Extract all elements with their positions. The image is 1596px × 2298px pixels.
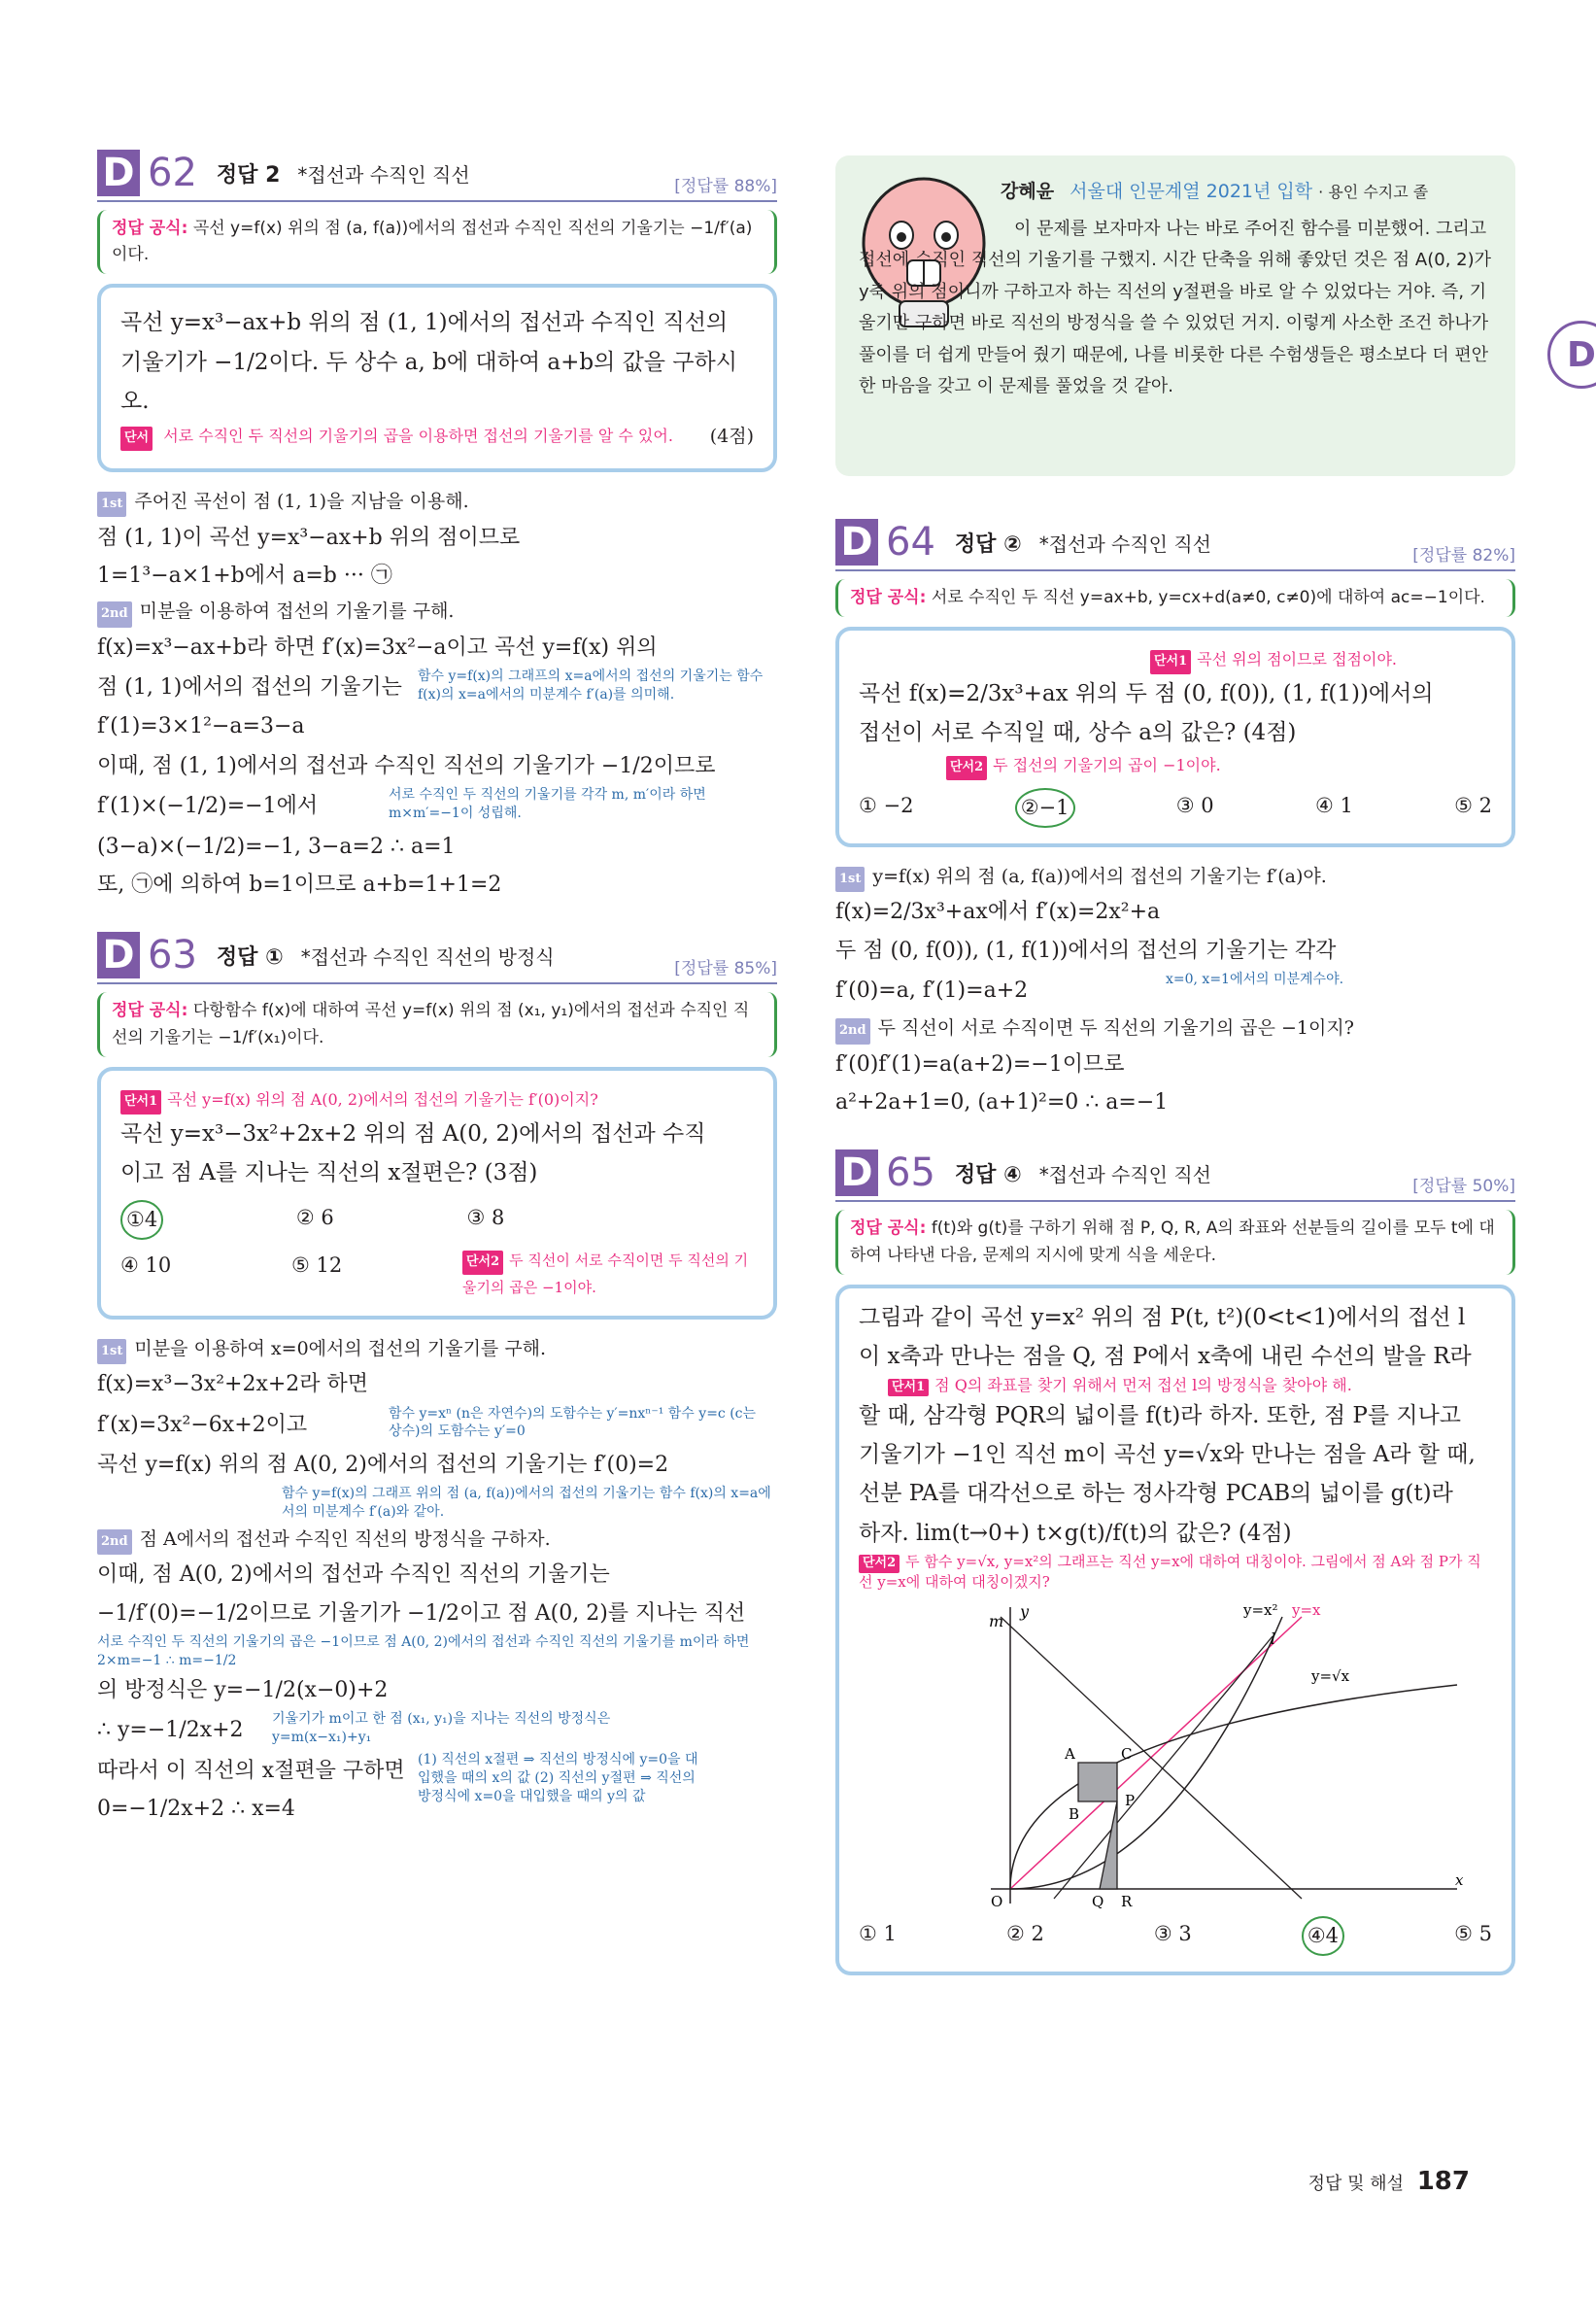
q64-s2: 두 점 (0, f(0)), (1, f(1))에서의 접선의 기울기는 각각 bbox=[835, 938, 1337, 963]
q62-hint-badge: 단서 bbox=[120, 427, 153, 451]
q65-problem-line3: 할 때, 삼각형 PQR의 넓이를 f(t)라 하자. 또한, 점 P를 지나고 bbox=[859, 1402, 1462, 1428]
label-q: Q bbox=[1092, 1893, 1104, 1909]
q63-s2: f′(x)=3x²−6x+2이고 bbox=[97, 1412, 308, 1437]
q62-step2-title: 미분을 이용하여 접선의 기울기를 구해. bbox=[139, 600, 455, 623]
q63-s6: 의 방정식은 y=−1/2(x−0)+2 bbox=[97, 1677, 389, 1702]
q64-s5: a²+2a+1=0, (a+1)²=0 ∴ a=−1 bbox=[835, 1090, 1169, 1115]
q62-step1-title: 주어진 곡선이 점 (1, 1)을 지남을 이용해. bbox=[134, 491, 469, 513]
q64-rate: [정답률 82%] bbox=[1412, 546, 1515, 566]
q62-note1: 함수 y=f(x)의 그래프의 x=a에서의 접선의 기울기는 함수 f(x)의 x=a에서의 미분계수 f′(a)를 의미해. bbox=[418, 669, 764, 703]
q63-note5: (1) 직선의 x절편 ⇒ 직선의 방정식에 y=0을 대입했을 때의 x의 값 (2) 직선의 y절편 ⇒ 직선의 방정식에 x=0을 대입했을 때의 y의 값 bbox=[418, 1751, 698, 1804]
q64-choice-2[interactable]: ②−1 bbox=[1015, 788, 1075, 828]
q63-hint2-badge: 단서2 bbox=[462, 1251, 503, 1275]
q62-s2: 1=1³−a×1+b에서 a=b ··· ㉠ bbox=[97, 564, 392, 589]
q64-answer: 정답 ② bbox=[954, 532, 1022, 557]
q62-formula-label: 정답 공식: bbox=[112, 219, 188, 238]
q62-problem-line2: 기울기가 −1/2이다. 두 상수 a, b에 대하여 a+b의 값을 구하시오. bbox=[120, 349, 737, 414]
q64-hint1-badge: 단서1 bbox=[1150, 650, 1191, 674]
q63-s8: 따라서 이 직선의 x절편을 구하면 bbox=[97, 1758, 405, 1783]
q62-s6: 이때, 점 (1, 1)에서의 접선과 수직인 직선의 기울기가 −1/2이므로 bbox=[97, 753, 716, 778]
q63-choice-5[interactable]: ⑤ 12 bbox=[291, 1252, 343, 1277]
label-y-x2: y=x² bbox=[1243, 1601, 1278, 1620]
q65-formula bbox=[835, 1210, 1515, 1274]
q64-choices bbox=[859, 788, 1492, 828]
q63-s3: 곡선 y=f(x) 위의 점 A(0, 2)에서의 접선의 기울기는 f′(0)=2 bbox=[97, 1452, 669, 1477]
q63-header bbox=[97, 928, 777, 984]
q63-s1: f(x)=x³−3x²+2x+2라 하면 bbox=[97, 1372, 369, 1397]
q65-formula-label: 정답 공식: bbox=[850, 1218, 927, 1239]
q63-note1: 함수 y=xⁿ (n은 자연수)의 도함수는 y′=nxⁿ⁻¹ 함수 y=c (c는 상수)의 도함수는 y′=0 bbox=[389, 1405, 757, 1440]
q62-s5: f′(1)=3×1²−a=3−a bbox=[97, 713, 305, 738]
q63-problem-line1: 곡선 y=x³−3x²+2x+2 위의 점 A(0, 2)에서의 접선과 수직 bbox=[120, 1120, 706, 1147]
q63-hint2-text: 두 직선이 서로 수직이면 두 직선의 기울기의 곱은 −1이야. bbox=[462, 1251, 749, 1296]
q65-hint2-badge: 단서2 bbox=[859, 1555, 900, 1573]
q62-header bbox=[97, 146, 777, 202]
q65-problem-line4: 기울기가 −1인 직선 m이 곡선 y=√x와 만나는 점을 A라 할 때, bbox=[859, 1442, 1476, 1468]
q65-choice-2[interactable]: ② 2 bbox=[1005, 1922, 1044, 1946]
q63-s7: ∴ y=−1/2x+2 bbox=[97, 1718, 244, 1743]
label-y-x: y=x bbox=[1292, 1601, 1321, 1620]
q62-s7: f′(1)×(−1/2)=−1에서 bbox=[97, 794, 319, 819]
q63-hint1-text: 곡선 y=f(x) 위의 점 A(0, 2)에서의 접선의 기울기는 f′(0)이지? bbox=[167, 1089, 598, 1109]
q64-s4: f′(0)f′(1)=a(a+2)=−1이므로 bbox=[835, 1051, 1125, 1077]
q65-formula-text: f(t)와 g(t)를 구하기 위해 점 P, Q, R, A의 좌표와 선분들의 길이를 모두 t에 대하여 나타낸 다음, 문제의 지시에 맞게 식을 세운다. bbox=[850, 1218, 1495, 1265]
label-p: P bbox=[1125, 1792, 1136, 1810]
q63-note2: 함수 y=f(x)의 그래프 위의 점 (a, f(a))에서의 접선의 기울기는 함수 f(x)의 x=a에서의 미분계수 f′(a)와 같아. bbox=[282, 1486, 771, 1521]
q62-note2: 서로 수직인 두 직선의 기울기를 각각 m, m′이라 하면 m×m′=−1이 성립해. bbox=[389, 787, 706, 822]
q62-number: 62 bbox=[148, 151, 197, 195]
q63-formula-label: 정답 공식: bbox=[112, 1001, 188, 1021]
q62-problem bbox=[97, 284, 777, 472]
q65-problem-line5: 선분 PA를 대각선으로 하는 정사각형 PCAB의 넓이를 g(t)라 bbox=[859, 1481, 1453, 1507]
label-l: l bbox=[1271, 1629, 1276, 1649]
q63-s9: 0=−1/2x+2 ∴ x=4 bbox=[97, 1797, 295, 1822]
q63-solution bbox=[97, 1333, 777, 1830]
q64-formula-label: 정답 공식: bbox=[850, 588, 927, 607]
q62-s3: f(x)=x³−ax+b라 하면 f′(x)=3x²−a이고 곡선 y=f(x) 위의 bbox=[97, 635, 658, 660]
q64-number: 64 bbox=[886, 520, 935, 565]
q65-problem bbox=[835, 1285, 1515, 1975]
q64-solution bbox=[835, 861, 1515, 1121]
q65-problem-line2: 이 x축과 만나는 점을 Q, 점 P에서 x축에 내린 수선의 발을 R라 bbox=[859, 1344, 1472, 1370]
label-b: B bbox=[1069, 1805, 1080, 1824]
label-r: R bbox=[1121, 1893, 1133, 1909]
triangle-pqr bbox=[1100, 1801, 1117, 1889]
q63-d-badge: D bbox=[97, 932, 140, 978]
q62-s8: (3−a)×(−1/2)=−1, 3−a=2 ∴ a=1 bbox=[97, 834, 456, 859]
q63-problem-line2: 이고 점 A를 지나는 직선의 x절편은? (3점) bbox=[120, 1159, 538, 1185]
testimonial-header bbox=[1001, 177, 1428, 203]
right-column bbox=[835, 515, 1515, 1975]
q63-step1-badge: 1st bbox=[97, 1339, 126, 1364]
q64-d-badge: D bbox=[835, 519, 878, 566]
q62-topic: *접선과 수직인 직선 bbox=[297, 162, 470, 187]
q62-step2-badge: 2nd bbox=[97, 601, 132, 627]
q64-step2-badge: 2nd bbox=[835, 1018, 870, 1044]
q64-problem-line2: 접선이 서로 수직일 때, 상수 a의 값은? (4점) bbox=[859, 720, 1297, 746]
label-y: y bbox=[1020, 1602, 1030, 1622]
q63-hint1-badge: 단서1 bbox=[120, 1090, 161, 1115]
q62-s1: 점 (1, 1)이 곡선 y=x³−ax+b 위의 점이므로 bbox=[97, 525, 521, 550]
q64-topic: *접선과 수직인 직선 bbox=[1038, 532, 1211, 556]
q64-choice-4[interactable]: ④ 1 bbox=[1314, 794, 1353, 818]
label-m: m bbox=[989, 1612, 1004, 1631]
q64-note1: x=0, x=1에서의 미분계수야. bbox=[1166, 972, 1344, 988]
page-number: 187 bbox=[1416, 2167, 1470, 2196]
q65-topic: *접선과 수직인 직선 bbox=[1038, 1162, 1211, 1186]
q65-hint2-text: 두 함수 y=√x, y=x²의 그래프는 직선 y=x에 대하여 대칭이야. 그림에서 점 A와 점 P가 직선 y=x에 대하여 대칭이겠지? bbox=[859, 1552, 1481, 1591]
q65-choice-3[interactable]: ③ 3 bbox=[1153, 1922, 1192, 1946]
footer-label: 정답 및 해설 bbox=[1307, 2174, 1404, 2194]
q64-header bbox=[835, 515, 1515, 571]
testimonial-card bbox=[835, 155, 1515, 476]
square-pcab bbox=[1078, 1763, 1117, 1801]
q65-hint1-text: 점 Q의 좌표를 찾기 위해서 먼저 접선 l의 방정식을 찾아야 해. bbox=[934, 1376, 1352, 1395]
q64-hint2-badge: 단서2 bbox=[946, 756, 987, 780]
testimonial-school: 서울대 인문계열 2021년 입학 bbox=[1070, 181, 1313, 202]
q62-points: (4점) bbox=[709, 426, 754, 448]
q62-step1-badge: 1st bbox=[97, 492, 126, 517]
q63-note3: 서로 수직인 두 직선의 기울기의 곱은 −1이므로 점 A(0, 2)에서의 접선과 수직인 직선의 기울기를 m이라 하면 2×m=−1 ∴ m=−1/2 bbox=[97, 1634, 750, 1669]
label-a: A bbox=[1065, 1745, 1075, 1764]
q65-graph bbox=[874, 1597, 1477, 1908]
q63-choices bbox=[120, 1200, 754, 1240]
q65-hint1-badge: 단서1 bbox=[888, 1379, 929, 1396]
q64-s1: f(x)=2/3x³+ax에서 f′(x)=2x²+a bbox=[835, 900, 1161, 925]
q64-choice-1[interactable]: ① −2 bbox=[859, 794, 914, 818]
q65-problem-line1: 그림과 같이 곡선 y=x² 위의 점 P(t, t²)(0<t<1)에서의 접선 l bbox=[859, 1304, 1466, 1330]
q63-s5: −1/f′(0)=−1/2이므로 기울기가 −1/2이고 점 A(0, 2)를 지나는 직선 bbox=[97, 1600, 746, 1626]
q65-problem-line6: 하자. lim(t→0+) t×g(t)/f(t)의 값은? (4점) bbox=[859, 1520, 1292, 1546]
page-footer bbox=[1308, 2167, 1470, 2196]
q64-hint1-text: 곡선 위의 점이므로 접점이야. bbox=[1197, 650, 1397, 669]
q62-formula-text: 곡선 y=f(x) 위의 점 (a, f(a))에서의 접선과 수직인 직선의 기울기는 −1/f′(a)이다. bbox=[112, 219, 753, 265]
q63-answer: 정답 ① bbox=[216, 944, 284, 970]
q65-header bbox=[835, 1146, 1515, 1202]
label-c: C bbox=[1121, 1745, 1133, 1764]
q63-choice-2[interactable]: ② 6 bbox=[295, 1206, 334, 1230]
q62-s9: 또, ㉠에 의하여 b=1이므로 a+b=1+1=2 bbox=[97, 873, 502, 898]
q63-step2-badge: 2nd bbox=[97, 1529, 132, 1555]
q63-s4: 이때, 점 A(0, 2)에서의 접선과 수직인 직선의 기울기는 bbox=[97, 1562, 610, 1588]
q63-number: 63 bbox=[148, 933, 197, 978]
q64-s3: f′(0)=a, f′(1)=a+2 bbox=[835, 978, 1029, 1004]
q62-answer: 정답 2 bbox=[216, 162, 281, 188]
q62-problem-line1: 곡선 y=x³−ax+b 위의 점 (1, 1)에서의 접선과 수직인 직선의 bbox=[120, 310, 729, 336]
q65-choice-1[interactable]: ① 1 bbox=[859, 1922, 897, 1946]
label-y-sqrt-x: y=√x bbox=[1311, 1667, 1350, 1686]
q63-step1-title: 미분을 이용하여 x=0에서의 접선의 기울기를 구해. bbox=[134, 1337, 547, 1359]
q62-formula bbox=[97, 210, 777, 274]
q65-choice-4[interactable]: ④4 bbox=[1302, 1916, 1344, 1956]
q62-hint bbox=[120, 423, 673, 451]
q63-formula bbox=[97, 992, 777, 1056]
q63-problem bbox=[97, 1067, 777, 1320]
q62-s4: 점 (1, 1)에서의 접선의 기울기는 bbox=[97, 675, 402, 701]
q63-rate: [정답률 85%] bbox=[674, 959, 777, 979]
q64-formula-text: 서로 수직인 두 직선 y=ax+b, y=cx+d(a≠0, c≠0)에 대하여 ac=−1이다. bbox=[931, 588, 1485, 607]
q65-answer: 정답 ④ bbox=[954, 1162, 1022, 1187]
q63-choice-1[interactable]: ①4 bbox=[120, 1200, 163, 1240]
q64-choice-3[interactable]: ③ 0 bbox=[1175, 794, 1214, 818]
q64-hint2-text: 두 접선의 기울기의 곱이 −1이야. bbox=[993, 756, 1221, 775]
label-x: x bbox=[1455, 1871, 1464, 1890]
q62-hint-text: 서로 수직인 두 직선의 기울기의 곱을 이용하면 접선의 기울기를 알 수 있어. bbox=[163, 427, 673, 446]
q65-choices bbox=[859, 1916, 1492, 1956]
left-column bbox=[97, 146, 777, 1830]
q65-number: 65 bbox=[886, 1150, 935, 1196]
testimonial-text: 이 문제를 보자마자 나는 바로 주어진 함수를 미분했어. 그리고 접선에 수직인 직선의 기울기를 구했지. 시간 단축을 위해 좋았던 것은 점 A(0, 2)가 y축 위의 점이니까 구하고자 하는 직선의 y절편을 바로 알 수 있었다는 거야. 즉, 기울기만 구하면 바로 직선의 방정식을 쓸 수 있었던 거지. 이렇게 사소한 조건 하나가 풀이를 더 쉽게 만들어 줬기 때문에, 나를 비롯한 다른 수험생들은 평소보다 더 편안한 마음을 갖고 이 문제를 풀었을 것 같아. bbox=[859, 219, 1492, 396]
q64-problem-line1: 곡선 f(x)=2/3x³+ax 위의 두 점 (0, f(0)), (1, f(1))에서의 bbox=[859, 680, 1434, 706]
q63-choice-3[interactable]: ③ 8 bbox=[466, 1206, 505, 1230]
testimonial-origin: · 용인 수지고 졸 bbox=[1318, 183, 1429, 201]
q62-d-badge: D bbox=[97, 150, 140, 196]
testimonial-name: 강혜윤 bbox=[1001, 181, 1055, 202]
q64-step1-title: y=f(x) 위의 점 (a, f(a))에서의 접선의 기울기는 f′(a)야. bbox=[872, 865, 1327, 887]
q63-formula-text: 다항함수 f(x)에 대하여 곡선 y=f(x) 위의 점 (x₁, y₁)에서의 접선과 수직인 직선의 기울기는 −1/f′(x₁)이다. bbox=[112, 1001, 750, 1047]
q64-step1-badge: 1st bbox=[835, 867, 865, 892]
q62-rate: [정답률 88%] bbox=[674, 177, 777, 196]
q65-d-badge: D bbox=[835, 1149, 878, 1196]
q62-solution bbox=[97, 486, 777, 903]
q65-rate: [정답률 50%] bbox=[1412, 1177, 1515, 1197]
q64-step2-title: 두 직선이 서로 수직이면 두 직선의 기울기의 곱은 −1이지? bbox=[877, 1017, 1354, 1040]
q64-choice-5[interactable]: ⑤ 2 bbox=[1454, 794, 1492, 818]
q63-topic: *접선과 수직인 직선의 방정식 bbox=[300, 944, 555, 969]
q63-note4: 기울기가 m이고 한 점 (x₁, y₁)을 지나는 직선의 방정식은 y=m(x−x₁)+y₁ bbox=[272, 1711, 611, 1746]
q64-problem bbox=[835, 627, 1515, 847]
line-y-eq-x bbox=[1010, 1617, 1302, 1889]
q64-formula bbox=[835, 579, 1515, 617]
q65-choice-5[interactable]: ⑤ 5 bbox=[1454, 1922, 1492, 1946]
label-o: O bbox=[991, 1893, 1003, 1909]
q63-choice-4[interactable]: ④ 10 bbox=[120, 1252, 172, 1277]
section-tab-d[interactable]: D bbox=[1547, 321, 1596, 389]
q63-step2-title: 점 A에서의 접선과 수직인 직선의 방정식을 구하자. bbox=[139, 1528, 551, 1551]
